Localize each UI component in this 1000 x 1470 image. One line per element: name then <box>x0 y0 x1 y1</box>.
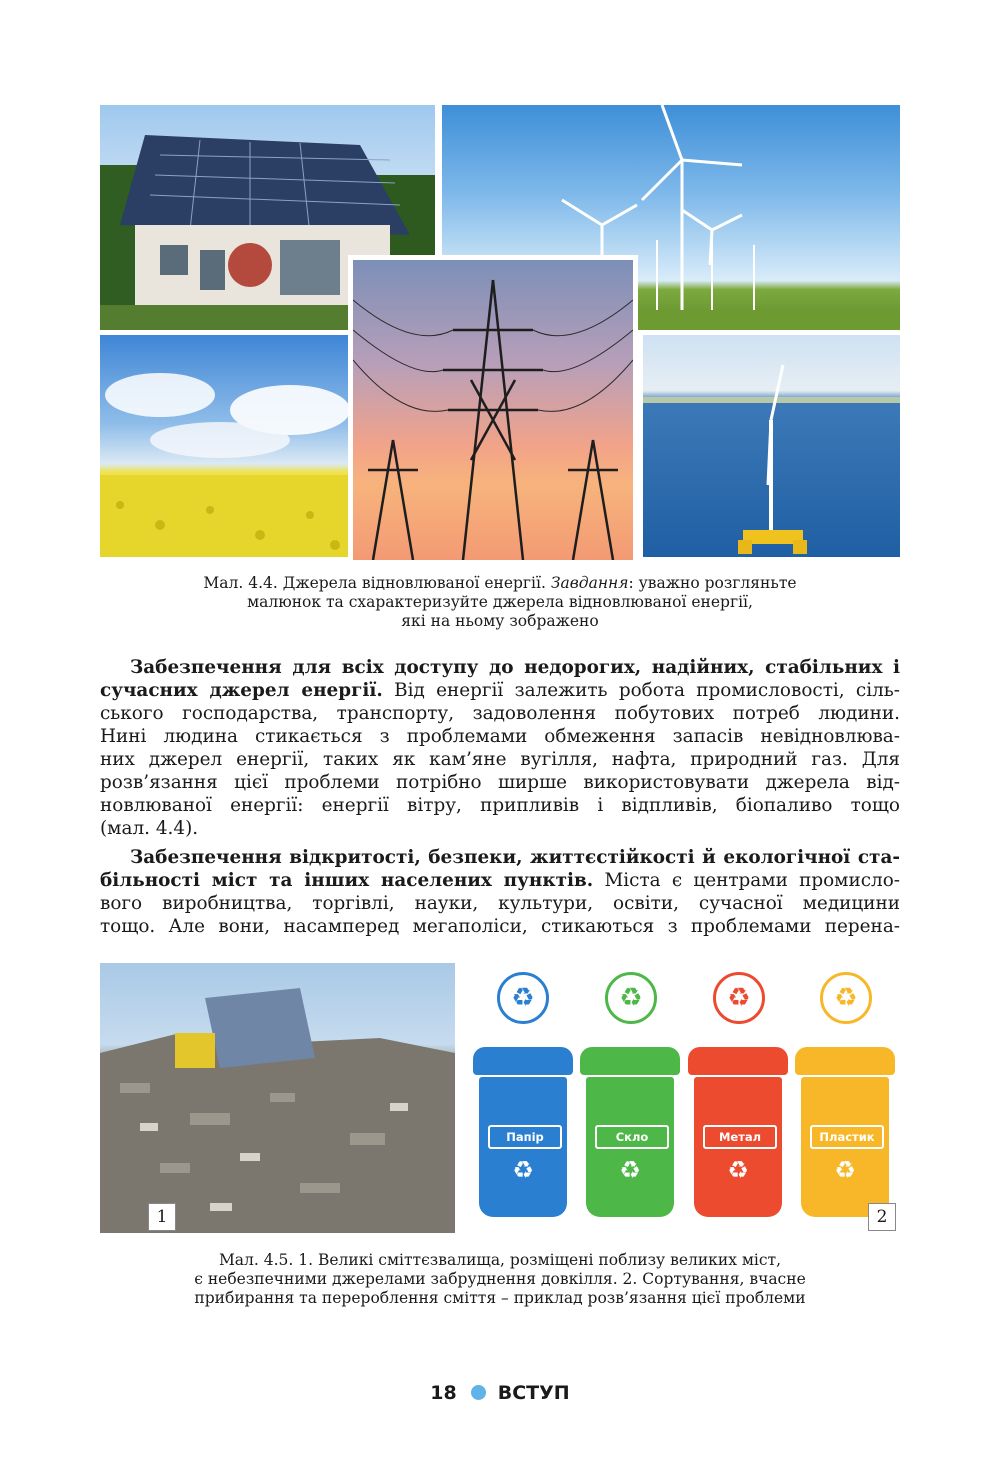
offshore-wind-turbine-photo <box>643 335 900 557</box>
figure-label-2: 2 <box>868 1203 896 1231</box>
p1-line6: розв’язання цієї проблеми потрібно ширше використовувати джерела від- <box>100 772 900 793</box>
caption45-line2: є небезпечними джерелами забруднення довкілля. 2. Сортування, вчасне <box>194 1270 806 1288</box>
recycle-icon: ♻ <box>727 1156 749 1184</box>
caption-task-word: Завдання <box>550 574 629 592</box>
section-title: ВСТУП <box>497 1382 570 1404</box>
recycle-icon: ♻ <box>512 1156 534 1184</box>
figure-4-5-caption <box>100 1251 900 1308</box>
caption-line3: які на ньому зображено <box>401 612 599 630</box>
page-number: 18 <box>430 1382 457 1404</box>
p2-line3: вого виробництва, торгівлі, науки, культури, освіти, сучасної медицини <box>100 893 900 914</box>
figure-label-1: 1 <box>148 1203 176 1231</box>
p1-line5: них джерел енергії, таких як кам’яне вугілля, нафта, природний газ. Для <box>100 749 900 770</box>
recycle-icon: ♻ <box>834 1156 856 1184</box>
bin-label-plastic: Пластик <box>810 1125 884 1149</box>
p1-line2-rest: Від енергії залежить робота промисловості, сіль- <box>382 680 900 701</box>
p1-line4: Нині людина стикається з проблемами обмеження запасів невідновлюва- <box>100 726 900 747</box>
bullet-dot-icon <box>471 1385 486 1400</box>
recycle-icon: ♻ <box>619 1156 641 1184</box>
paper-bin <box>473 1047 573 1217</box>
caption45-line1: Мал. 4.5. 1. Великі сміттєзвалища, розміщені поблизу великих міст, <box>218 1251 782 1269</box>
p2-line4: тощо. Але вони, насамперед мегаполіси, стикаються з проблемами перена- <box>100 916 900 937</box>
page-footer <box>0 1382 1000 1404</box>
p1-heading-line2: сучасних джерел енергії. <box>100 680 383 701</box>
paragraph-energy <box>100 656 900 840</box>
power-lines-photo <box>348 255 638 565</box>
metal-bin <box>688 1047 788 1217</box>
recycle-icon: ♻ <box>605 972 657 1024</box>
p2-heading-line1: Забезпечення відкритості, безпеки, життєстійкості й екологічної ста- <box>130 847 900 868</box>
figure-4-4-caption <box>100 574 900 631</box>
bin-label-paper: Папір <box>488 1125 562 1149</box>
caption-line2: малюнок та схарактеризуйте джерела відновлюваної енергії, <box>247 593 753 611</box>
bin-label-glass: Скло <box>595 1125 669 1149</box>
p1-line3: ського господарства, транспорту, задоволення побутових потреб людини. <box>100 703 900 724</box>
p1-heading-line1: Забезпечення для всіх доступу до недорогих, надійних, стабільних і <box>130 657 900 678</box>
caption-line1-rest: : уважно розгляньте <box>628 574 797 592</box>
p2-heading-line2: більності міст та інших населених пунктів. <box>100 870 594 891</box>
glass-bin <box>580 1047 680 1217</box>
p2-line2-rest: Міста є центрами промисло- <box>593 870 900 891</box>
caption-prefix: Мал. 4.4. Джерела відновлюваної енергії. <box>203 574 546 592</box>
bin-label-metal: Метал <box>703 1125 777 1149</box>
recycle-icon: ♻ <box>713 972 765 1024</box>
recycle-icon: ♻ <box>820 972 872 1024</box>
landfill-photo <box>100 963 455 1233</box>
plastic-bin <box>795 1047 895 1217</box>
caption45-line3: прибирання та перероблення сміття – приклад розв’язання цієї проблеми <box>194 1289 806 1307</box>
p1-line7: новлюваної енергії: енергії вітру, припливів і відпливів, біопаливо тощо <box>100 795 900 816</box>
rapeseed-field-photo <box>100 335 350 557</box>
recycle-icon: ♻ <box>497 972 549 1024</box>
p1-line8: (мал. 4.4). <box>100 818 199 839</box>
paragraph-cities <box>100 846 900 938</box>
